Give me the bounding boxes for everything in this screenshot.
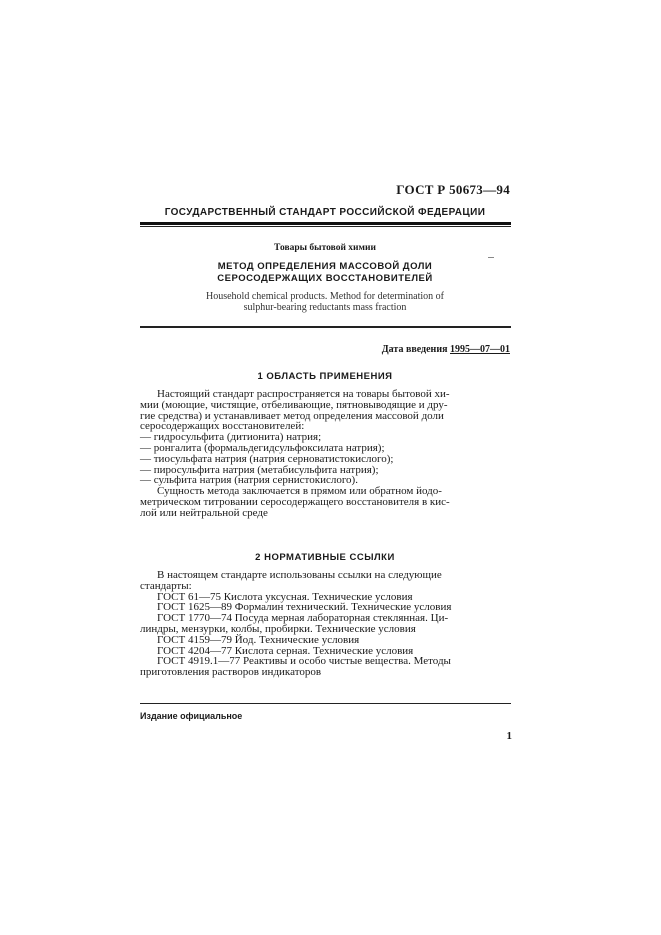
- section-1-body: [140, 389, 510, 519]
- standard-number: ГОСТ Р 50673—94: [396, 182, 510, 197]
- product-group: Товары бытовой химии: [274, 243, 376, 253]
- section-2-heading: 2 НОРМАТИВНЫЕ ССЫЛКИ: [255, 552, 395, 563]
- reference-item: ГОСТ 1625—89 Формалин технический. Технические условия: [157, 601, 452, 614]
- reference-item: ГОСТ 4204—77 Кислота серная. Технические условия: [157, 644, 414, 657]
- reference-item: ГОСТ 4919.1—77 Реактивы и особо чистые вещества. Методы: [157, 655, 451, 668]
- section-1-line: мии (моющие, чистящие, отбеливающие, пятновыводящие и дру-: [140, 398, 448, 411]
- section-1-line: гие средства) и устанавливает метод определения массовой доли: [140, 409, 444, 422]
- english-title-line-2: sulphur-bearing reductants mass fraction: [243, 302, 407, 313]
- header-rule-thin: [140, 226, 511, 227]
- page-number: 1: [506, 730, 512, 742]
- section-2-line: стандарты:: [140, 579, 192, 592]
- edition-label: Издание официальное: [140, 711, 243, 721]
- section-1-line: серосодержащих восстановителей:: [140, 420, 305, 433]
- english-title-line-1: Household chemical products. Method for determination of: [206, 291, 444, 302]
- section-1-line: Настоящий стандарт распространяется на товары бытовой хи-: [157, 388, 450, 400]
- section-1-list-item: — тиосульфата натрия (натрия серноватистокислого);: [140, 452, 394, 465]
- footer-rule: [140, 703, 511, 704]
- reference-item: ГОСТ 4159—79 Йод. Технические условия: [157, 633, 360, 646]
- introduction-date-label: Дата введения: [381, 344, 448, 355]
- section-1-line: Сущность метода заключается в прямом или обратном йодо-: [157, 485, 442, 498]
- section-1-list-item: — ронгалита (формальдегидсульфоксилата натрия);: [140, 441, 385, 454]
- reference-item-continuation: линдры, мензурки, колбы, пробирки. Технические условия: [140, 622, 416, 635]
- section-1-list-item: — сульфита натрия (натрия сернистокислого).: [140, 474, 358, 487]
- introduction-date: [300, 344, 510, 355]
- title-rule: [140, 326, 511, 328]
- section-2-body: [140, 570, 510, 678]
- reference-item-continuation: приготовления растворов индикаторов: [140, 666, 322, 679]
- method-title-line-2: СЕРОСОДЕРЖАЩИХ ВОССТАНОВИТЕЛЕЙ: [217, 273, 433, 284]
- method-title-line-1: МЕТОД ОПРЕДЕЛЕНИЯ МАССОВОЙ ДОЛИ: [217, 261, 433, 272]
- section-2-line: В настоящем стандарте использованы ссылки на следующие: [157, 569, 442, 581]
- method-title: [140, 261, 510, 285]
- english-title: [140, 291, 510, 313]
- section-1-line: метрическом титровании серосодержащего восстановителя в кис-: [140, 495, 450, 508]
- header-rule-thick: [140, 222, 511, 225]
- section-1-list-item: — пиросульфита натрия (метабисульфита натрия);: [140, 463, 379, 476]
- section-1-list-item: — гидросульфита (дитионита) натрия;: [140, 431, 322, 444]
- section-1-heading: 1 ОБЛАСТЬ ПРИМЕНЕНИЯ: [257, 371, 393, 382]
- reference-item: ГОСТ 61—75 Кислота уксусная. Технические условия: [157, 590, 413, 603]
- introduction-date-value: 1995—07—01: [450, 344, 510, 355]
- state-standard-title: ГОСУДАРСТВЕННЫЙ СТАНДАРТ РОССИЙСКОЙ ФЕДЕРАЦИИ: [164, 207, 486, 218]
- reference-item: ГОСТ 1770—74 Посуда мерная лабораторная стеклянная. Ци-: [157, 612, 449, 625]
- margin-mark: [488, 257, 494, 258]
- section-1-line: лой или нейтральной среде: [140, 506, 268, 519]
